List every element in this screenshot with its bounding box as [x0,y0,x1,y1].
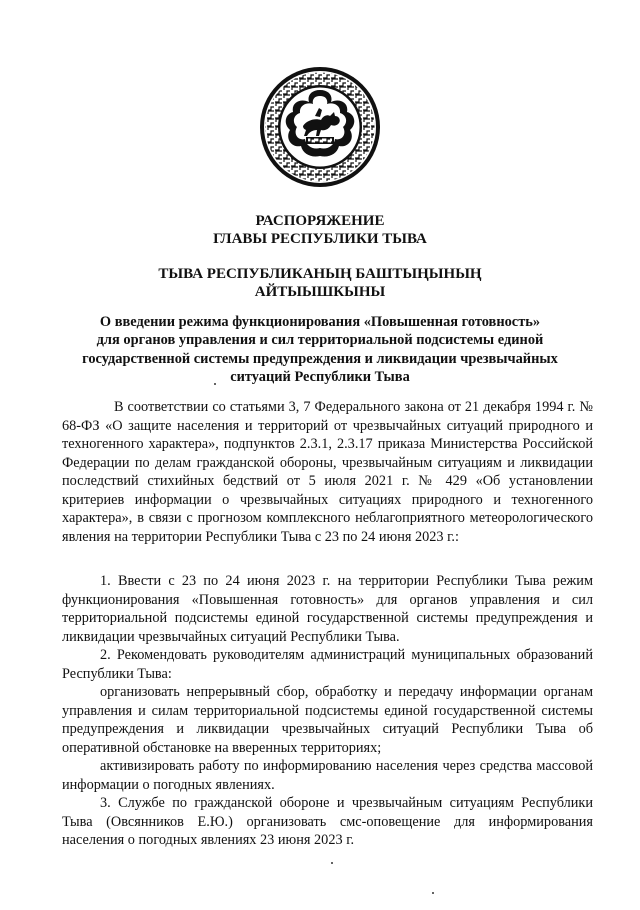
subject-line: государственной системы предупреждения и ликвидации чрезвычайных [82,350,558,367]
title-line-2: ГЛАВЫ РЕСПУБЛИКИ ТЫВА [213,231,427,247]
item-3-paragraph: 3. Службе по гражданской обороне и чрезвычайным ситуациям Республики Тыва (Овсянников Е.Ю.) организовать смс-оповещение для информирования населения о погодных явлениях 23 июня 2023 г. [62,795,593,848]
scan-speck [432,892,434,894]
preamble-paragraph: В соответствии со статьями 3, 7 Федерального закона от 21 декабря 1994 г. № 68-ФЗ «О защите населения и территорий от чрезвычайных ситуаций природного и техногенного характера», подпунктов 2.3.1, 2.3.17 приказа Министерства Российской Федерации по делам гражданской обороны, чрезвычайным ситуациям и ликвидации последствий стихийных бедствий от 5 июля 2021 г. № 429 «Об установлении критериев информации о чрезвычайных ситуациях природного и техногенного характера», в связи с прогнозом комплексного неблагоприятного метеорологического явления на территории Республики Тыва с 23 по 24 июня 2023 г.: [62,399,593,545]
title-line-1: РАСПОРЯЖЕНИЕ [255,213,385,229]
directive-items [62,572,593,850]
document-title-tuvan [0,265,640,301]
subject-line: ситуаций Республики Тыва [230,368,410,385]
item-2-subpoint-2: активизировать работу по информированию населения через средства массовой информации о погодных явлениях. [62,758,593,793]
item-2-subpoint-1: организовать непрерывный сбор, обработку и передачу информации органам управления и силам территориальной подсистемы единой государственной системы предупреждения и ликвидации чрезвычайных ситуаций Республики Тыва об оперативной обстановке на вверенных территориях; [62,684,593,756]
tuvan-title-line-2: АЙТЫЫШКЫНЫ [254,284,386,300]
subject-line: для органов управления и сил территориальной подсистемы единой [96,332,544,349]
item-2-paragraph: 2. Рекомендовать руководителям администраций муниципальных образований Республики Тыва: [62,647,593,682]
scan-speck [331,862,333,864]
subject-line: О введении режима функционирования «Повышенная готовность» [99,314,541,330]
document-subject [52,313,588,386]
coat-of-arms-emblem [259,66,381,188]
item-1-paragraph: 1. Ввести с 23 по 24 июня 2023 г. на территории Республики Тыва режим функционирования «Повышенная готовность» для органов управления и сил территориальной подсистемы единой государственной системы предупреждения и ликвидации чрезвычайных ситуаций Республики Тыва. [62,573,593,645]
emblem-graphic [259,66,381,188]
preamble-section [62,398,593,546]
tuvan-title-line-1: ТЫВА РЕСПУБЛИКАНЫҢ БАШТЫҢЫНЫҢ [158,266,482,282]
document-title [0,212,640,248]
scan-speck [214,383,216,385]
